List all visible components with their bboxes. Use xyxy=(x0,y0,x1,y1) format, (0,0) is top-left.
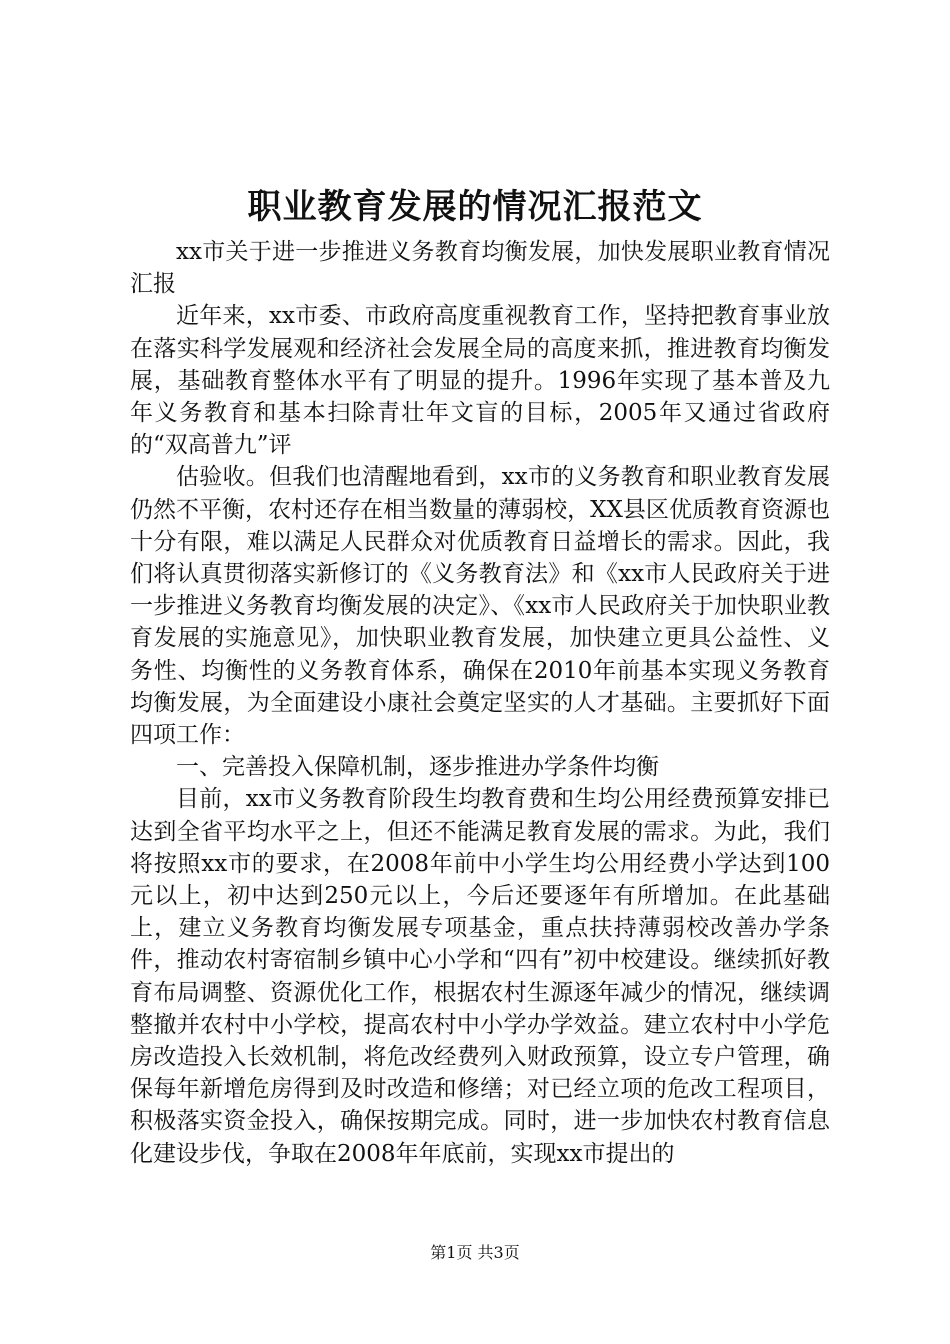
page-footer: 第1页 共3页 xyxy=(430,1243,520,1262)
section-heading-1: 一、完善投入保障机制，逐步推进办学条件均衡 xyxy=(176,754,659,781)
paragraph-investment: 目前，xx市义务教育阶段生均教育费和生均公用经费预算安排已达到全省平均水平之上，但还不能满足教育发展的需求。为此，我们将按照xx市的要求，在2008年前中小学生均公用经费小学达到100元以上，初中达到250元以上，今后还要逐年有所增加。在此基础上，建立义务教育均衡发展专项基金，重点扶持薄弱校改善办学条件，推动农村寄宿制乡镇中心小学和“四有”初中校建设。继续抓好教育布局调整、资源优化工作，根据农村生源逐年减少的情况，继续调整撤并农村中小学校，提高农村中小学办学效益。建立农村中小学危房改造投入长效机制，将危改经费列入财政预算，设立专户管理，确保每年新增危房得到及时改造和修缮；对已经立项的危改工程项目，积极落实资金投入，确保按期完成。同时，进一步加快农村教育信息化建设步伐，争取在2008年年底前，实现xx市提出的 xyxy=(130,786,830,1167)
document-body xyxy=(130,236,830,1170)
paragraph-evaluation: 估验收。但我们也清醒地看到，xx市的义务教育和职业教育发展仍然不平衡，农村还存在相当数量的薄弱校，XX县区优质教育资源也十分有限，难以满足人民群众对优质教育日益增长的需求。因此，我们将认真贯彻落实新修订的《义务教育法》和《xx市人民政府关于进一步推进义务教育均衡发展的决定》、《xx市人民政府关于加快职业教育发展的实施意见》，加快职业教育发展，加快建立更具公益性、义务性、均衡性的义务教育体系，确保在2010年前基本实现义务教育均衡发展，为全面建设小康社会奠定坚实的人才基础。主要抓好下面四项工作： xyxy=(130,464,830,749)
paragraph-subtitle: xx市关于进一步推进义务教育均衡发展，加快发展职业教育情况汇报 xyxy=(130,239,830,298)
paragraph-intro: 近年来，xx市委、市政府高度重视教育工作，坚持把教育事业放在落实科学发展观和经济社会发展全局的高度来抓，推进教育均衡发展，基础教育整体水平有了明显的提升。1996年实现了基本普及九年义务教育和基本扫除青壮年文盲的目标，2005年又通过省政府的“双高普九”评 xyxy=(130,303,830,459)
document-title: 职业教育发展的情况汇报范文 xyxy=(247,187,703,227)
